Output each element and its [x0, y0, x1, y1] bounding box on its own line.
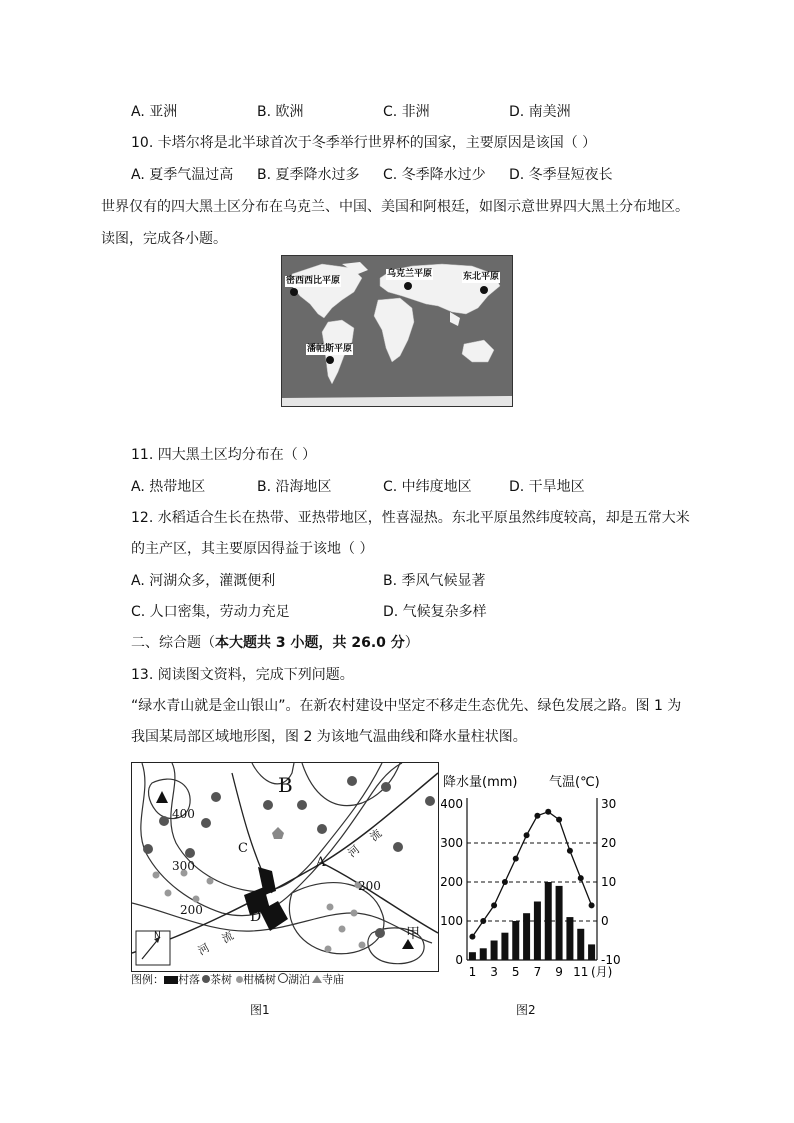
month-tick-label: 7: [533, 965, 542, 979]
q9-option-c: C. 非洲: [383, 104, 430, 120]
river2-char-1: 河: [195, 941, 212, 958]
precip-tick-label: 0: [455, 953, 463, 967]
northeast-point: [480, 286, 488, 294]
q13-para-line1: “绿水青山就是金山银山”。在新农村建设中坚定不移走生态优先、绿色发展之路。图 1 为: [131, 698, 682, 714]
label-pampas: 潘帕斯平原: [307, 344, 353, 354]
temp-point: [502, 879, 508, 885]
contour-label-200-right: 200: [358, 879, 381, 893]
precip-bar: [491, 941, 498, 961]
temp-point: [480, 918, 486, 924]
month-tick-label: 3: [490, 965, 498, 979]
q11-option-d: D. 干旱地区: [509, 479, 585, 495]
q11-stem: 11. 四大黑土区均分布在（ ）: [131, 447, 317, 463]
q12-option-d: D. 气候复杂多样: [383, 604, 487, 620]
contour-label-400: 400: [172, 807, 195, 821]
river2-char-2: 流: [219, 929, 236, 946]
q12-stem-line1: 12. 水稻适合生长在热带、亚热带地区，性喜湿热。东北平原虽然纬度较高，却是五常大米: [131, 510, 690, 526]
legend-village-icon: [164, 976, 178, 984]
q13-para-line2: 我国某局部区域地形图，图 2 为该地气温曲线和降水量柱状图。: [131, 729, 527, 745]
point-d: D: [250, 909, 262, 925]
mississippi-point: [290, 288, 298, 296]
pampas-point: [326, 356, 334, 364]
precip-bar: [545, 882, 552, 960]
precip-axis-title: 降水量(mm): [443, 775, 518, 790]
label-northeast: 东北平原: [463, 272, 500, 282]
river-char-2: 流: [367, 826, 385, 844]
q12-stem-line2: 的主产区，其主要原因得益于该地（ ）: [131, 541, 374, 557]
temp-point: [578, 875, 584, 881]
point-a: A: [316, 855, 326, 870]
q11-option-c: C. 中纬度地区: [383, 479, 472, 495]
temp-point: [589, 902, 595, 908]
legend-temple-icon: [312, 975, 322, 983]
legend-orange: 柑橘树: [243, 973, 276, 986]
temp-point: [534, 813, 540, 819]
q12-option-b: B. 季风气候显著: [383, 573, 486, 589]
precip-bar: [480, 948, 487, 960]
legend-village: 村落: [178, 973, 200, 986]
temp-point: [524, 832, 530, 838]
temp-line: [472, 812, 591, 937]
precip-bar: [588, 944, 595, 960]
q12-option-a: A. 河湖众多，灌溉便利: [131, 573, 276, 589]
world-map: [281, 255, 513, 407]
temp-point: [556, 817, 562, 823]
intro-line2: 读图，完成各小题。: [101, 231, 227, 247]
temp-tick-label: 0: [601, 914, 609, 928]
q13-stem: 13. 阅读图文资料，完成下列问题。: [131, 667, 354, 683]
ukraine-point: [404, 282, 412, 290]
q9-option-d: D. 南美洲: [509, 104, 571, 120]
temp-tick-label: -10: [601, 953, 621, 967]
legend-tea-icon: [202, 975, 210, 983]
precip-tick-label: 400: [441, 797, 463, 811]
point-jia: 甲: [406, 926, 420, 942]
precip-bar: [469, 952, 476, 960]
month-tick-label: 9: [555, 965, 563, 979]
month-tick-label: 1: [468, 965, 477, 979]
q12-option-c: C. 人口密集，劳动力充足: [131, 604, 290, 620]
section2-prefix: 二、综合题（: [131, 635, 215, 651]
temp-point: [545, 809, 551, 815]
q9-option-a: A. 亚洲: [131, 104, 178, 120]
contour-label-200-left: 200: [180, 903, 203, 917]
temp-axis-title: 气温(℃): [549, 775, 600, 790]
section2-header: [131, 633, 419, 653]
contour-label-300: 300: [172, 859, 195, 873]
temp-tick-label: 20: [601, 836, 617, 850]
river-char-1: 河: [345, 842, 363, 860]
q10-option-c: C. 冬季降水过少: [383, 167, 486, 183]
q10-option-a: A. 夏季气温过高: [131, 167, 234, 183]
month-tick-label: 11: [573, 965, 589, 979]
precip-tick-label: 300: [441, 836, 463, 850]
point-c: C: [238, 841, 248, 856]
precip-bar: [556, 886, 563, 960]
section2-suffix: ）: [404, 635, 419, 651]
q10-option-d: D. 冬季昼短夜长: [509, 167, 613, 183]
q11-option-b: B. 沿海地区: [257, 479, 332, 495]
temp-tick-label: 10: [601, 875, 617, 889]
legend-temple: 寺庙: [322, 973, 344, 986]
label-mississippi: 密西西比平原: [286, 276, 341, 286]
legend-tea: 茶树: [210, 973, 232, 986]
label-ukraine: 乌克兰平原: [387, 269, 433, 279]
precip-bar: [512, 921, 519, 960]
q11-option-a: A. 热带地区: [131, 479, 206, 495]
precip-bar: [566, 917, 573, 960]
precip-bar: [577, 929, 584, 960]
temp-point: [513, 856, 519, 862]
figure1-caption: 图1: [250, 1003, 270, 1017]
figure2-caption: 图2: [516, 1003, 536, 1017]
month-unit-label: (月): [591, 965, 613, 979]
q10-option-b: B. 夏季降水过多: [257, 167, 360, 183]
intro-line1: 世界仅有的四大黑土区分布在乌克兰、中国、美国和阿根廷，如图示意世界四大黑土分布地区。: [101, 199, 689, 215]
north-label: N: [154, 931, 161, 941]
precip-bar: [501, 933, 508, 960]
point-b: B: [278, 773, 293, 797]
temp-point: [567, 848, 573, 854]
precip-bar: [523, 913, 530, 960]
figure1-map: [131, 762, 439, 972]
temp-tick-label: 30: [601, 797, 617, 811]
q9-option-b: B. 欧洲: [257, 104, 304, 120]
climate-chart-svg: [441, 772, 631, 984]
precip-tick-label: 200: [441, 875, 463, 889]
precip-tick-label: 100: [441, 914, 463, 928]
q10-stem: 10. 卡塔尔将是北半球首次于冬季举行世界杯的国家，主要原因是该国（ ）: [131, 135, 597, 151]
legend-orange-icon: [236, 976, 243, 983]
figure1-legend: [131, 971, 344, 987]
month-tick-label: 5: [511, 965, 520, 979]
temp-point: [491, 902, 497, 908]
legend-lake-icon: [278, 973, 288, 983]
section2-bold: 本大题共 3 小题，共 26.0 分: [215, 635, 405, 651]
legend-prefix: 图例：: [131, 973, 164, 986]
figure2-chart: [441, 772, 631, 984]
temp-point: [469, 934, 475, 940]
legend-lake: 湖泊: [288, 973, 310, 986]
precip-bar: [534, 902, 541, 961]
